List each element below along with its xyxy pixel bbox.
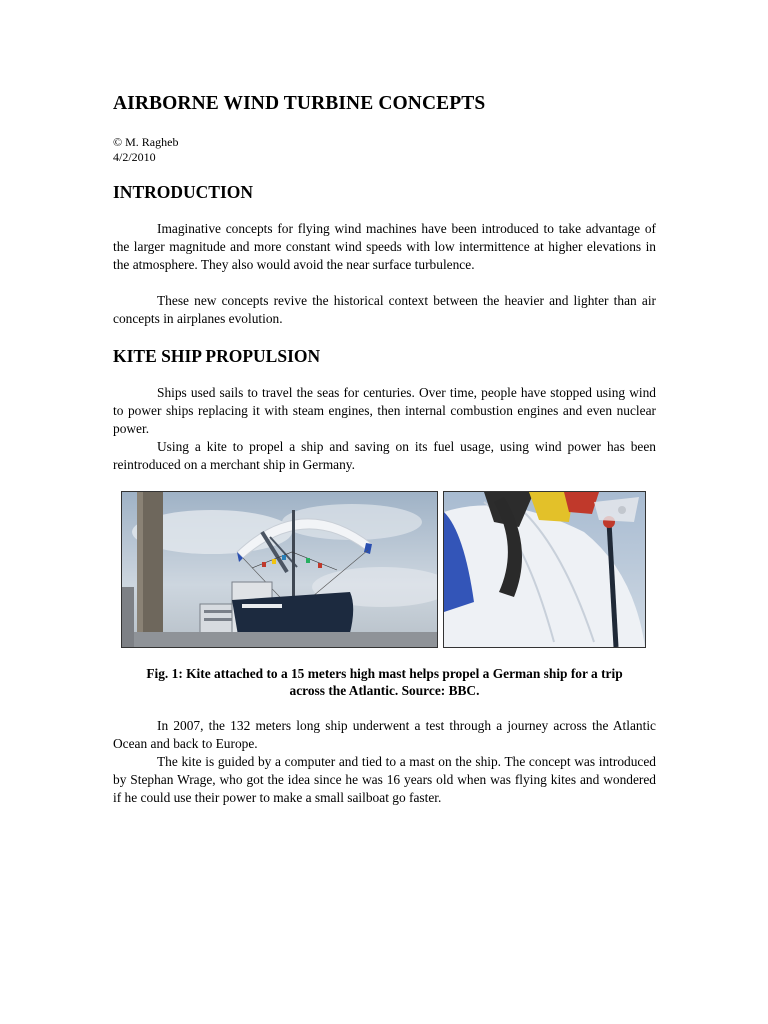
figure-caption-line-2: across the Atlantic. Source: BBC.	[289, 683, 480, 698]
kite-closeup-illustration	[444, 492, 645, 647]
introduction-paragraph-1	[113, 220, 656, 275]
kite-ship-paragraph-1-text: Ships used sails to travel the seas for centuries. Over time, people have stopped using wind to power ships replacing it with steam engines, then internal combustion engines and even nuclear power.	[113, 385, 656, 437]
introduction-paragraph-1-text: Imaginative concepts for flying wind machines have been introduced to take advantage of the larger magnitude and more constant wind speeds with low intermittence at higher elevations in the atmosphere. They also would avoid the near surface turbulence.	[113, 221, 656, 273]
date-line: 4/2/2010	[113, 149, 156, 164]
document-meta	[113, 135, 178, 164]
introduction-heading: INTRODUCTION	[113, 182, 254, 202]
kite-ship-paragraph-3	[113, 717, 656, 753]
figure-caption	[113, 665, 656, 699]
document-title: AIRBORNE WIND TURBINE CONCEPTS	[113, 93, 486, 114]
kite-ship-paragraph-3-text: In 2007, the 132 meters long ship underwent a test through a journey across the Atlantic Ocean and back to Europe.	[113, 718, 656, 752]
kite-closeup-photo	[443, 491, 646, 648]
figure-caption-line-1: Fig. 1: Kite attached to a 15 meters high mast helps propel a German ship for a trip	[146, 666, 623, 681]
ship-kite-photo	[121, 491, 438, 648]
kite-ship-paragraph-4-text: The kite is guided by a computer and tied to a mast on the ship. The concept was introduced by Stephan Wrage, who got the idea since he was 16 years old when was flying kites and wondered if he could use their power to make a small sailboat go faster.	[113, 754, 656, 806]
kite-ship-paragraph-2	[113, 438, 656, 474]
introduction-paragraph-2-text: These new concepts revive the historical context between the heavier and lighter than air concepts in airplanes evolution.	[113, 293, 656, 327]
kite-ship-paragraph-2-text: Using a kite to propel a ship and saving on its fuel usage, using wind power has been reintroduced on a merchant ship in Germany.	[113, 439, 656, 473]
ship-kite-illustration	[122, 492, 437, 647]
author-line: © M. Ragheb	[113, 135, 179, 149]
introduction-paragraph-2	[113, 292, 656, 328]
kite-ship-heading: KITE SHIP PROPULSION	[113, 346, 321, 366]
kite-ship-paragraph-4	[113, 753, 656, 808]
kite-ship-paragraph-1	[113, 384, 656, 439]
